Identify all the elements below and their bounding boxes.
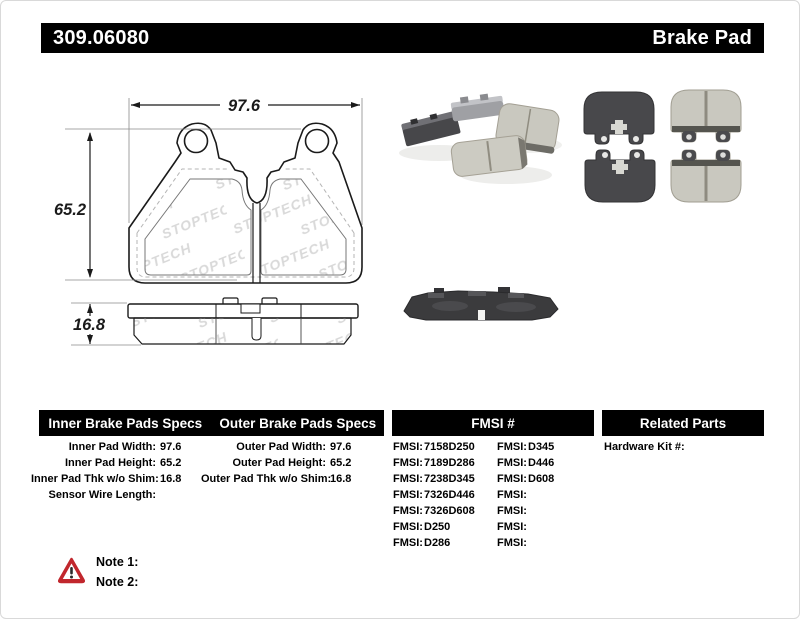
fmsi-value: D250 [424, 521, 451, 533]
spec-label: Outer Pad Thk w/o Shim: [201, 473, 332, 485]
fmsi-value: D608 [528, 473, 555, 485]
spec-value: 65.2 [330, 457, 352, 469]
fmsi-row [393, 439, 475, 455]
spec-label: Inner Pad Width: [68, 441, 156, 453]
related-label: Hardware Kit #: [604, 441, 685, 453]
fmsi-row [497, 487, 554, 503]
spec-row [31, 455, 181, 471]
spec-row [201, 439, 351, 455]
spec-label: Sensor Wire Length: [48, 489, 156, 501]
inner-specs-table [31, 439, 181, 503]
fmsi-column-2 [497, 439, 554, 551]
product-name: Brake Pad [652, 26, 752, 49]
front-view-drawing [129, 123, 362, 283]
inner-specs-title: Inner Brake Pads Specs [48, 415, 203, 431]
fmsi-label: FMSI: [497, 505, 527, 517]
pad-friction-top-right [671, 90, 741, 142]
outer-specs-table [201, 439, 351, 487]
fmsi-value: 7326D446 [424, 489, 475, 501]
fmsi-row [497, 535, 554, 551]
thickness-dim-label: 16.8 [72, 316, 106, 334]
fmsi-row [393, 455, 475, 471]
width-dim-label: 97.6 [227, 97, 261, 115]
pad-friction-bottom-right [671, 150, 741, 202]
fmsi-row [497, 471, 554, 487]
spec-row [31, 471, 181, 487]
product-photo-edge-view [398, 285, 568, 329]
spec-row [201, 455, 351, 471]
pad-gray-back [450, 93, 505, 122]
note-label: Note 2: [96, 575, 139, 589]
fmsi-row [393, 471, 475, 487]
spec-row [31, 487, 181, 503]
fmsi-value: 7238D345 [424, 473, 475, 485]
fmsi-label: FMSI: [497, 457, 527, 469]
fmsi-label: FMSI: [497, 521, 527, 533]
height-dim-label: 65.2 [53, 201, 87, 219]
fmsi-title: FMSI # [471, 415, 515, 431]
fmsi-value: 7326D608 [424, 505, 475, 517]
fmsi-header-bar [392, 410, 594, 436]
fmsi-row [497, 439, 554, 455]
spec-label: Inner Pad Height: [64, 457, 156, 469]
fmsi-value: D345 [528, 441, 555, 453]
fmsi-row [497, 503, 554, 519]
fmsi-label: FMSI: [497, 537, 527, 549]
notes-list [96, 552, 143, 592]
outer-specs-title: Outer Brake Pads Specs [219, 415, 377, 431]
spec-row [31, 439, 181, 455]
fmsi-label: FMSI: [393, 473, 423, 485]
spec-label: Outer Pad Width: [236, 441, 326, 453]
spec-label: Outer Pad Height: [232, 457, 326, 469]
fmsi-label: FMSI: [393, 441, 423, 453]
fmsi-label: FMSI: [497, 489, 527, 501]
spec-value: 16.8 [330, 473, 352, 485]
fmsi-label: FMSI: [393, 505, 423, 517]
fmsi-label: FMSI: [497, 473, 527, 485]
fmsi-row [497, 455, 554, 471]
related-parts-table [604, 439, 689, 455]
header-bar [41, 23, 764, 53]
related-title: Related Parts [639, 415, 727, 431]
spec-row [201, 471, 351, 487]
fmsi-value: D446 [528, 457, 555, 469]
fmsi-row [497, 519, 554, 535]
fmsi-value: 7189D286 [424, 457, 475, 469]
note-row [96, 552, 143, 572]
spec-value: 97.6 [330, 441, 352, 453]
spec-value: 65.2 [160, 457, 182, 469]
fmsi-value: D286 [424, 537, 451, 549]
related-header-bar [602, 410, 764, 436]
technical-drawing [31, 91, 381, 361]
warning-triangle-icon [57, 556, 86, 585]
fmsi-value: 7158D250 [424, 441, 475, 453]
fmsi-row [393, 535, 475, 551]
fmsi-label: FMSI: [497, 441, 527, 453]
pad-backing-bottom-left [585, 150, 655, 202]
pad-dark-edge [400, 109, 460, 147]
fmsi-row [393, 503, 475, 519]
fmsi-label: FMSI: [393, 489, 423, 501]
fmsi-label: FMSI: [393, 457, 423, 469]
fmsi-column-1 [393, 439, 475, 551]
pad-backing-top-left [584, 92, 654, 144]
ear-hole [306, 130, 329, 153]
specs-header-bar [39, 410, 384, 436]
fmsi-label: FMSI: [393, 521, 423, 533]
side-view-drawing [128, 298, 358, 344]
ear-hole [185, 130, 208, 153]
spec-value: 97.6 [160, 441, 182, 453]
related-row [604, 439, 689, 455]
spec-label: Inner Pad Thk w/o Shim: [31, 473, 159, 485]
product-photo-angled-set [394, 93, 569, 201]
fmsi-label: FMSI: [393, 537, 423, 549]
note-row [96, 572, 143, 592]
product-photo-flat-set [577, 87, 749, 207]
fmsi-row [393, 487, 475, 503]
spec-value: 16.8 [160, 473, 182, 485]
note-label: Note 1: [96, 555, 139, 569]
part-number: 309.06080 [53, 26, 150, 49]
fmsi-row [393, 519, 475, 535]
